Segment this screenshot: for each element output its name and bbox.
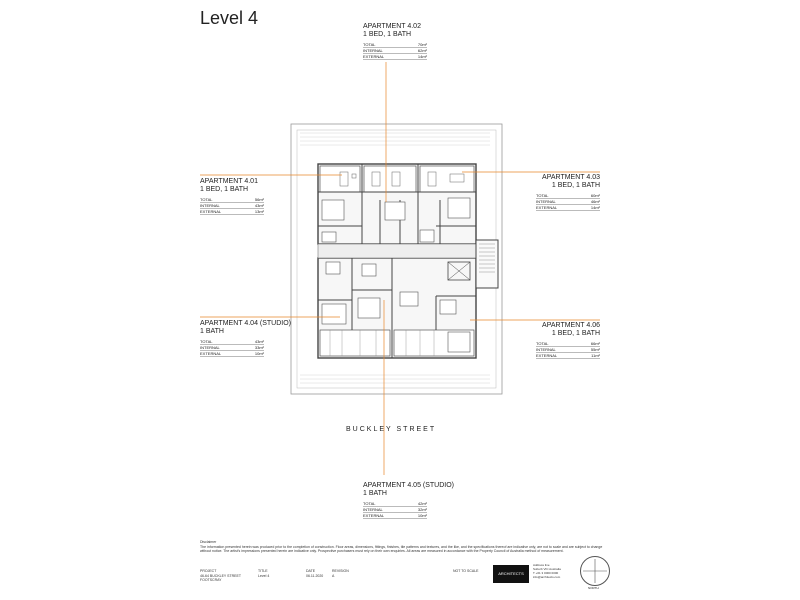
area-value: 60m²	[576, 193, 600, 199]
area-label: EXTERNAL	[363, 54, 403, 60]
area-label: TOTAL	[363, 42, 403, 48]
area-label: INTERNAL	[200, 203, 240, 209]
area-label: INTERNAL	[200, 345, 240, 351]
title-label: TITLE	[258, 569, 268, 573]
area-table	[200, 339, 264, 357]
area-value: 43m²	[240, 203, 264, 209]
apartment-config: 1 BED, 1 BATH	[551, 330, 600, 337]
area-label: TOTAL	[536, 341, 576, 347]
area-label: EXTERNAL	[363, 513, 403, 519]
area-value: 70m²	[403, 42, 427, 48]
north-arrow-icon	[580, 556, 610, 586]
contact-line: Suburb VIC Australia	[533, 567, 561, 571]
revision-value: A	[332, 573, 335, 578]
area-value: 11m²	[576, 353, 600, 359]
area-table	[536, 341, 600, 359]
apartment-name: APARTMENT 4.04 (STUDIO)	[200, 320, 292, 327]
contact-line: T +61 3 0000 0000	[533, 571, 559, 575]
area-label: EXTERNAL	[536, 353, 576, 359]
contact-line: info@architects.com	[533, 575, 561, 579]
area-label: TOTAL	[363, 501, 403, 507]
apartment-402-label	[363, 23, 427, 60]
table-row	[536, 205, 600, 211]
area-value: 56m²	[240, 197, 264, 203]
area-label: EXTERNAL	[200, 351, 240, 357]
area-label: TOTAL	[200, 339, 240, 345]
area-value: 33m²	[240, 345, 264, 351]
area-value: 42m²	[403, 501, 427, 507]
table-row	[200, 209, 264, 215]
area-value: 55m²	[576, 347, 600, 353]
area-label: TOTAL	[200, 197, 240, 203]
contact-block	[533, 563, 561, 579]
date-value: 06.11.2020	[306, 573, 324, 578]
disclaimer-title: Disclaimer	[200, 540, 217, 544]
apartment-403-label	[536, 174, 600, 211]
area-value: 46m²	[576, 199, 600, 205]
area-table	[536, 193, 600, 211]
apartment-405-label	[363, 482, 454, 519]
apartment-name: APARTMENT 4.05 (STUDIO)	[363, 482, 455, 489]
revision-label: REVISION	[332, 569, 349, 573]
area-value: 62m²	[403, 48, 427, 54]
project-value-2: FOOTSCRAY	[200, 578, 222, 582]
architect-logo	[493, 565, 529, 583]
area-value: 10m²	[240, 351, 264, 357]
table-row	[536, 353, 600, 359]
street-label: BUCKLEY STREET	[346, 426, 437, 433]
north-label: NORTH	[588, 586, 599, 590]
date-block	[306, 569, 323, 578]
apartment-406-label	[536, 322, 600, 359]
apartment-config: 1 BED, 1 BATH	[551, 182, 600, 189]
area-value: 66m²	[576, 341, 600, 347]
disclaimer	[200, 540, 610, 554]
date-label: DATE	[306, 569, 316, 573]
title-block	[258, 569, 269, 578]
revision-block	[332, 569, 349, 578]
area-label: TOTAL	[536, 193, 576, 199]
area-label: INTERNAL	[363, 48, 403, 54]
disclaimer-text: The information presented herein was produced prior to the completion of construction. Floor areas, dimensions, fittings, finishes, tile patterns and textures, and the like, and the specifications thereof are indicative only, are not to scale and are subject to change without notice. The artist's impressions presented herein are indicative only. Prospective purchasers must rely on their own enquiries. All areas are measured in accordance with the Property Council of Australia method of measurement.	[200, 544, 603, 553]
area-label: EXTERNAL	[200, 209, 240, 215]
area-value: 14m²	[403, 54, 427, 60]
project-label: PROJECT	[200, 569, 217, 573]
project-block	[200, 569, 241, 583]
contact-line: Address line	[533, 563, 550, 567]
logo-text: ARCHITECTS	[498, 571, 524, 576]
apartment-name: APARTMENT 4.01	[200, 178, 258, 185]
apartment-name: APARTMENT 4.06	[542, 322, 600, 329]
area-label: EXTERNAL	[536, 205, 576, 211]
area-value: 10m²	[403, 513, 427, 519]
apartment-404-label	[200, 320, 291, 357]
area-value: 43m²	[240, 339, 264, 345]
apartment-401-label	[200, 178, 264, 215]
apartment-config: 1 BED, 1 BATH	[363, 31, 412, 38]
area-value: 14m²	[576, 205, 600, 211]
table-row	[363, 513, 427, 519]
apartment-config: 1 BATH	[200, 328, 224, 335]
title-value: Level 4	[258, 573, 270, 578]
area-label: INTERNAL	[536, 199, 576, 205]
area-label: INTERNAL	[363, 507, 403, 513]
apartment-name: APARTMENT 4.03	[542, 174, 600, 181]
area-value: 13m²	[240, 209, 264, 215]
apartment-config: 1 BATH	[363, 490, 387, 497]
page-title: Level 4	[200, 8, 259, 28]
area-table	[363, 42, 427, 60]
area-value: 32m²	[403, 507, 427, 513]
area-table	[363, 501, 427, 519]
table-row	[363, 54, 427, 60]
table-row	[200, 351, 264, 357]
apartment-config: 1 BED, 1 BATH	[200, 186, 249, 193]
north-arrow-icon	[581, 557, 609, 585]
area-table	[200, 197, 264, 215]
project-value: 46-64 BUCKLEY STREET	[200, 573, 241, 578]
area-label: INTERNAL	[536, 347, 576, 353]
apartment-name: APARTMENT 4.02	[363, 23, 421, 30]
not-to-scale-label: NOT TO SCALE	[453, 569, 479, 573]
